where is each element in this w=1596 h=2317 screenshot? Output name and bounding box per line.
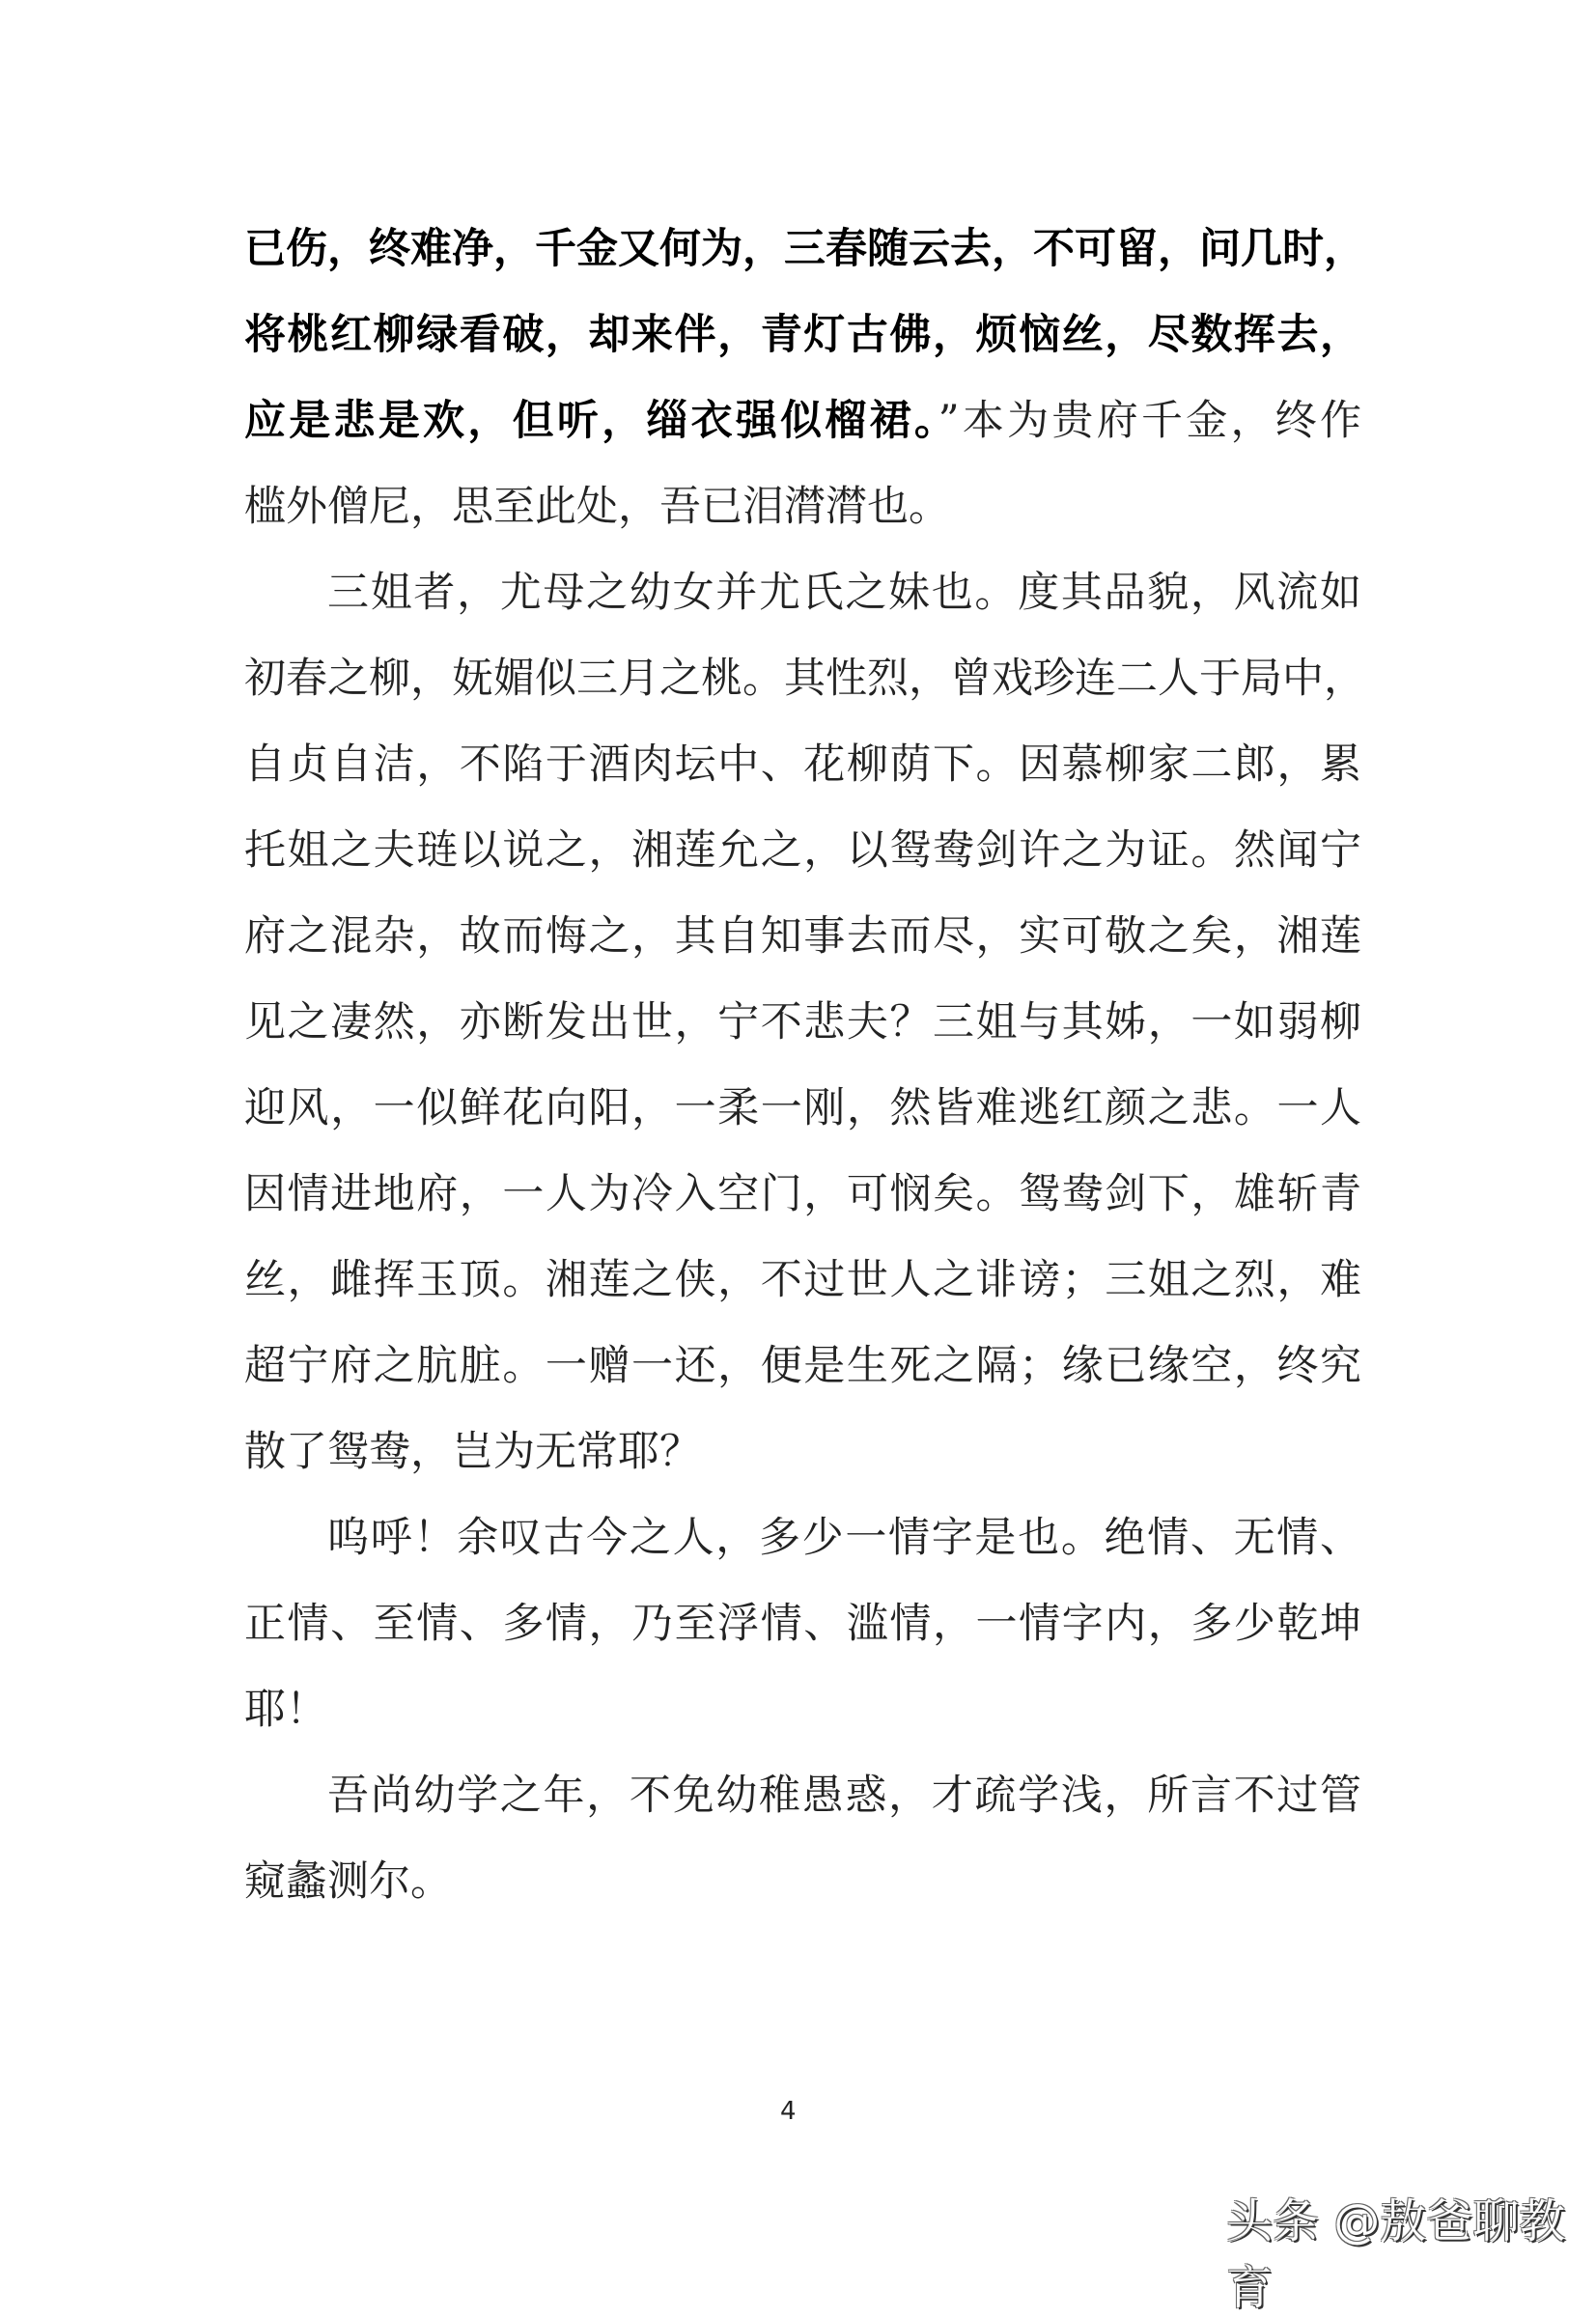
body-text: 耶！: [244, 1686, 327, 1734]
body-text: 散了鸳鸯，岂为无常耶？: [244, 1428, 701, 1476]
text-line: [244, 1066, 1361, 1152]
text-line: [244, 980, 1361, 1066]
body-text: 迎风，一似鲜花向阳，一柔一刚，然皆难逃红颜之悲。一人: [244, 1084, 1361, 1132]
text-line: [244, 636, 1365, 722]
text-line: [244, 1667, 1361, 1753]
text-line: [244, 1152, 1361, 1238]
text-line: [244, 1839, 1361, 1925]
body-text: 丝，雌挥玉顶。湘莲之侠，不过世人之诽谤；三姐之烈，难: [244, 1256, 1361, 1304]
body-text: 府之混杂，故而悔之，其自知事去而尽，实可敬之矣，湘莲: [244, 912, 1361, 961]
text-line: [244, 293, 1361, 378]
watermark: 头条 @敖爸聊教育: [1226, 2194, 1566, 2315]
text-line: [244, 378, 1361, 464]
document-body: [244, 207, 1365, 1925]
text-line: [244, 722, 1361, 808]
text-line: [244, 1410, 1361, 1495]
body-text: ”本为贵府千金，终作: [938, 397, 1362, 445]
text-line: [244, 1581, 1361, 1667]
paragraph: [244, 1753, 1361, 1925]
body-text: 吾尚幼学之年，不免幼稚愚惑，才疏学浅，所言不过管: [327, 1772, 1361, 1820]
body-text: 初春之柳，妩媚似三月之桃。其性烈，曾戏珍连二人于局中，: [244, 655, 1365, 703]
body-text: 三姐者，尤母之幼女并尤氏之妹也。度其品貌，风流如: [327, 569, 1361, 617]
body-text: 槛外僧尼，思至此处，吾已泪潸潸也。: [244, 483, 950, 531]
bold-quote-text: 应是悲是欢，但听，缁衣强似榴裙。: [244, 397, 938, 445]
body-text: 正情、至情、多情，乃至浮情、滥情，一情字内，多少乾坤: [244, 1600, 1361, 1648]
text-line: [244, 808, 1361, 894]
body-text: 托姐之夫琏以说之，湘莲允之，以鸳鸯剑许之为证。然闻宁: [244, 826, 1361, 875]
body-text: 窥蠡测尔。: [244, 1857, 452, 1906]
text-line: [244, 464, 1361, 550]
body-text: 见之凄然，亦断发出世，宁不悲夫？三姐与其姊，一如弱柳: [244, 998, 1361, 1047]
text-line: [244, 1753, 1361, 1839]
text-line: [244, 207, 1365, 293]
body-text: 因情进地府，一人为冷入空门，可悯矣。鸳鸯剑下，雄斩青: [244, 1170, 1361, 1218]
text-line: [244, 1238, 1361, 1324]
paragraph: [244, 1495, 1361, 1753]
bold-quote-text: 已伤，终难净，千金又何为，三春随云去，不可留，问几时，: [244, 225, 1365, 273]
paragraph: [244, 207, 1365, 550]
body-text: 呜呼！余叹古今之人，多少一情字是也。绝情、无情、: [327, 1514, 1361, 1562]
text-line: [244, 1495, 1361, 1581]
text-line: [244, 1324, 1361, 1410]
bold-quote-text: 将桃红柳绿看破，却来伴，青灯古佛，烦恼丝，尽数挥去，: [244, 311, 1361, 359]
text-line: [244, 550, 1361, 636]
paragraph: [244, 550, 1365, 1495]
page-number: 4: [780, 2097, 797, 2126]
body-text: 自贞自洁，不陷于酒肉坛中、花柳荫下。因慕柳家二郎，累: [244, 740, 1361, 789]
body-text: 超宁府之肮脏。一赠一还，便是生死之隔；缘已缘空，终究: [244, 1342, 1361, 1390]
text-line: [244, 894, 1361, 980]
